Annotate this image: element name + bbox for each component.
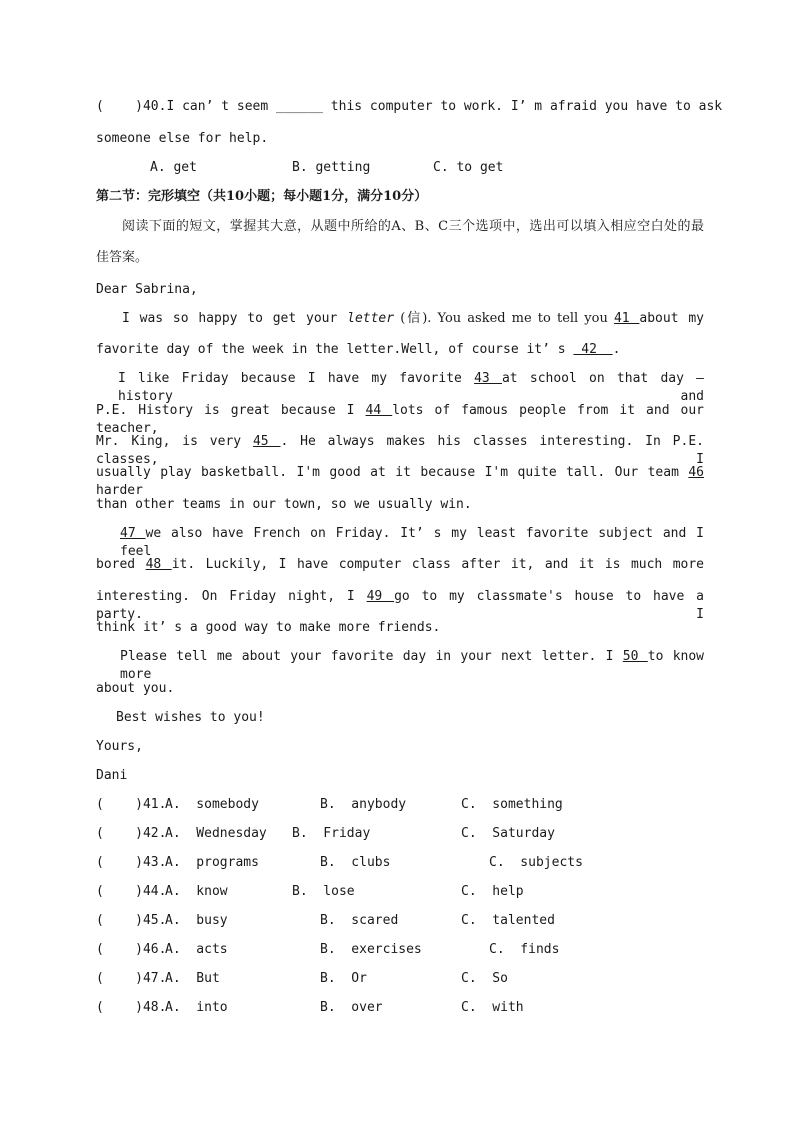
letter-yours: Yours,: [96, 739, 143, 754]
question-43-option-c: C. subjects: [489, 855, 583, 870]
question-46-option-b: B. exercises: [320, 942, 422, 957]
question-42-number: ( )42.: [96, 826, 167, 841]
instruction-line1: 阅读下面的短文，掌握其大意，从题中所给的A、B、C三个选项中，选出可以填入相应空白处的最: [122, 219, 704, 234]
paragraph-2-line1: I like Friday because I have my favorite 43 at school on that day — history and: [118, 371, 704, 404]
question-45-option-a: A. busy: [165, 913, 228, 928]
question-43-number: ( )43.: [96, 855, 167, 870]
blank-46: 46: [688, 465, 704, 480]
blank-50: 50: [622, 649, 648, 664]
q40-option-b: B. getting: [292, 160, 371, 175]
paragraph-2-line2: P.E. History is great because I 44 lots of famous people from it and our teacher,: [96, 403, 705, 436]
question-44-option-a: A. know: [165, 884, 228, 899]
letter-signature: Dani: [96, 768, 128, 783]
paragraph-2-line3: Mr. King, is very 45 . He always makes his classes interesting. In P.E. classes, I: [96, 434, 704, 467]
blank-48: 48: [145, 557, 172, 572]
blank-43: 43: [474, 371, 502, 386]
blank-47: 47: [120, 526, 146, 541]
paragraph-3-line4: think it’ s a good way to make more friends.: [96, 620, 441, 635]
question-41-option-b: B. anybody: [320, 797, 407, 812]
question-47-option-c: C. So: [461, 971, 508, 986]
question-42-option-a: A. Wednesday: [165, 826, 267, 841]
paragraph-1-line1: I was so happy to get your letter (信). You asked me to tell you 41 about my: [122, 311, 704, 326]
question-46-option-a: A. acts: [165, 942, 228, 957]
instruction-line2: 佳答案。: [96, 250, 149, 265]
question-47-option-b: B. Or: [320, 971, 367, 986]
paragraph-2-line4: usually play basketball. I'm good at it because I'm quite tall. Our team 46 harder: [96, 465, 704, 498]
question-46-option-c: C. finds: [489, 942, 560, 957]
blank-45: 45: [252, 434, 281, 449]
letter-greeting: Dear Sabrina,: [96, 282, 198, 297]
question-48-option-b: B. over: [320, 1000, 383, 1015]
question-44-number: ( )44.: [96, 884, 167, 899]
blank-42: 42: [573, 342, 613, 357]
section-heading: 第二节：完形填空（共10小题；每小题1分，满分10分）: [96, 189, 428, 204]
q40-option-a: A. get: [150, 160, 197, 175]
question-41-option-c: C. something: [461, 797, 563, 812]
question-47-number: ( )47.: [96, 971, 167, 986]
question-43-option-b: B. clubs: [320, 855, 391, 870]
paragraph-3-line3: interesting. On Friday night, I 49 go to my classmate's house to have a party. I: [96, 589, 705, 622]
question-45-option-c: C. talented: [461, 913, 555, 928]
question-41-option-a: A. somebody: [165, 797, 259, 812]
question-42-option-c: C. Saturday: [461, 826, 555, 841]
question-45-option-b: B. scared: [320, 913, 399, 928]
question-48-option-a: A. into: [165, 1000, 228, 1015]
question-40-line1: ( )40.I can’ t seem ______ this computer to work. I’ m afraid you have to ask: [96, 99, 723, 114]
question-41-number: ( )41.: [96, 797, 167, 812]
question-44-option-c: C. help: [461, 884, 524, 899]
question-40-line2: someone else for help.: [96, 131, 269, 146]
question-48-number: ( )48.: [96, 1000, 167, 1015]
question-42-option-b: B. Friday: [292, 826, 371, 841]
paragraph-4-line1: Please tell me about your favorite day in your next letter. I 50 to know more: [120, 649, 704, 682]
blank-41: 41: [613, 311, 640, 326]
paragraph-2-line5: than other teams in our town, so we usually win.: [96, 497, 472, 512]
paragraph-3-line1: 47 we also have French on Friday. It’ s my least favorite subject and I feel: [120, 526, 705, 559]
question-46-number: ( )46.: [96, 942, 167, 957]
paragraph-1-line2: favorite day of the week in the letter.Well, of course it’ s 42 .: [96, 342, 621, 357]
blank-44: 44: [365, 403, 393, 418]
letter-closing: Best wishes to you!: [116, 710, 265, 725]
question-47-option-a: A. But: [165, 971, 220, 986]
question-48-option-c: C. with: [461, 1000, 524, 1015]
question-44-option-b: B. lose: [292, 884, 355, 899]
paragraph-4-line2: about you.: [96, 681, 175, 696]
question-43-option-a: A. programs: [165, 855, 259, 870]
paragraph-3-line2: bored 48 it. Luckily, I have computer class after it, and it is much more: [96, 557, 704, 572]
q40-option-c: C. to get: [433, 160, 504, 175]
question-45-number: ( )45.: [96, 913, 167, 928]
blank-49: 49: [366, 589, 395, 604]
